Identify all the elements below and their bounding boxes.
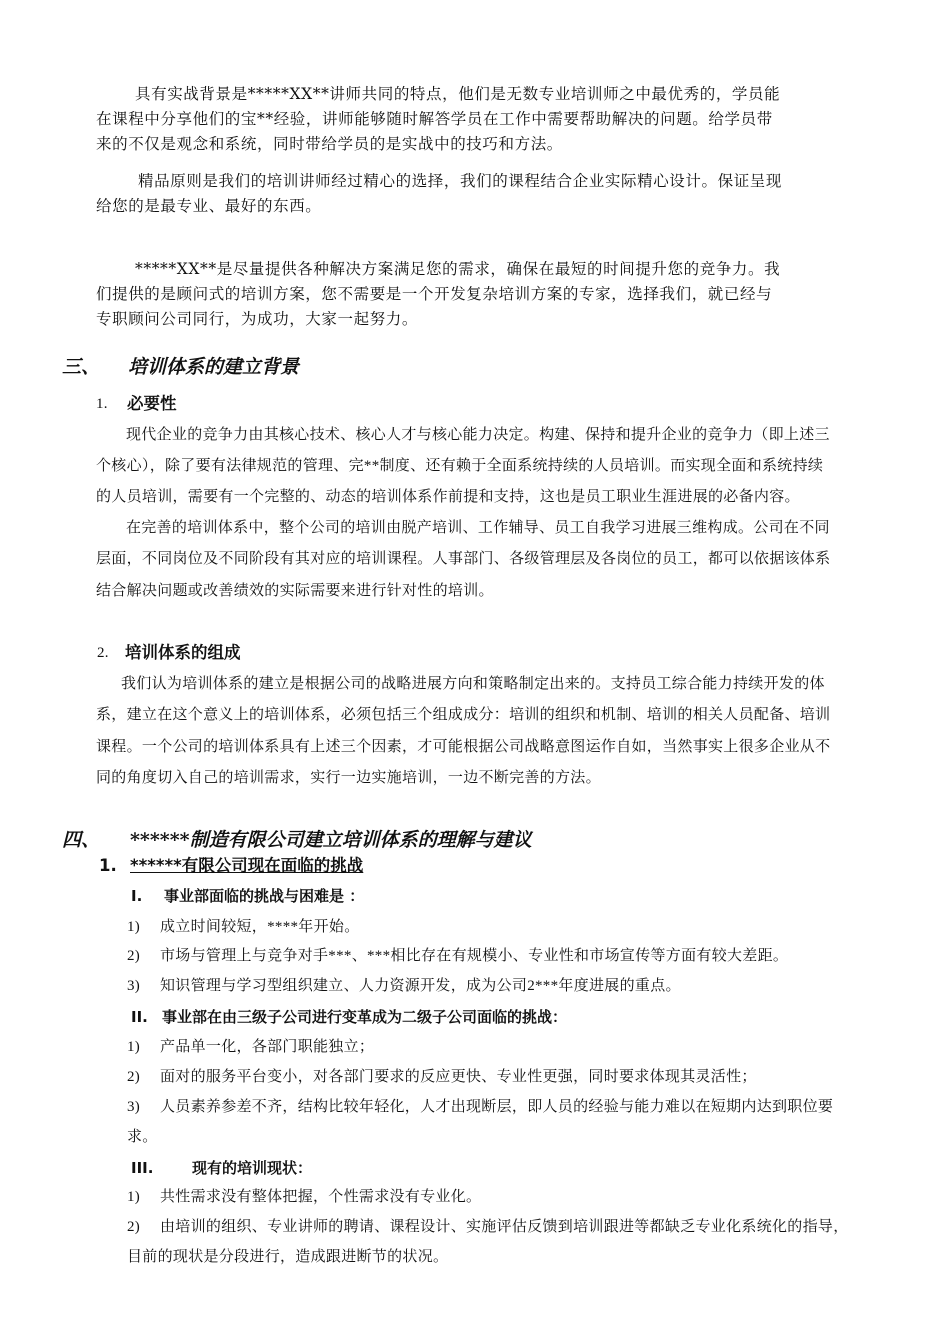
group-i-item-1-text: 成立时间较短，****年开始。 [160, 919, 360, 935]
group-iii-item-2-continuation: 目前的现状是分段进行，造成跟进断节的状况。 [127, 1249, 449, 1265]
intro-paragraph-1-line-1: 具有实战背景是*****XX**讲师共同的特点，他们是无数专业培训师之中最优秀的，学员能 [135, 85, 781, 103]
section-3-1-title: 必要性 [127, 394, 177, 413]
intro-paragraph-3-line-1: *****XX**是尽量提供各种解决方案满足您的需求，确保在最短的时间提升您的竞争力。我 [135, 260, 781, 278]
section-3-2-number: 2. [97, 645, 109, 661]
section-4-1-number: 1. [99, 856, 117, 875]
group-ii-item-2-text: 面对的服务平台变小，对各部门要求的反应更快、专业性更强，同时要求体现其灵活性； [160, 1069, 757, 1085]
group-iii-item-1-number: 1) [127, 1189, 141, 1205]
section-4-number: 四、 [62, 829, 101, 851]
group-ii-title: 事业部在由三级子公司进行变革成为二级子公司面临的挑战： [162, 1008, 568, 1026]
group-ii-item-3-text: 人员素养参差不齐，结构比较年轻化，人才出现断层，即人员的经验与能力难以在短期内达到职位要 [160, 1099, 834, 1115]
group-ii-item-3-number: 3) [127, 1099, 141, 1115]
group-iii-item-2-text: 由培训的组织、专业讲师的聘请、课程设计、实施评估反馈到培训跟进等都缺乏专业化系统化的指导， [160, 1219, 849, 1235]
intro-paragraph-2-line-2: 给您的是最专业、最好的东西。 [96, 197, 322, 215]
intro-paragraph-3-line-2: 们提供的是顾问式的培训方案，您不需要是一个开发复杂培训方案的专家，选择我们，就已经与 [96, 285, 773, 303]
section-3-2-title: 培训体系的组成 [125, 643, 241, 662]
intro-paragraph-2-line-1: 精品原则是我们的培训讲师经过精心的选择，我们的课程结合企业实际精心设计。保证呈现 [138, 172, 783, 190]
section-3-1-line-2: 个核心），除了要有法律规范的管理、完**制度、还有赖于全面系统持续的人员培训。而实现全面和系统持续 [96, 458, 824, 474]
group-iii-item-1-text: 共性需求没有整体把握，个性需求没有专业化。 [160, 1189, 482, 1205]
section-3-title: 培训体系的建立背景 [128, 356, 300, 378]
section-3-1-line-3: 的人员培训，需要有一个完整的、动态的培训体系作前提和支持，这也是员工职业生涯进展的必备内容。 [96, 489, 800, 505]
group-ii-item-1-number: 1) [127, 1039, 141, 1055]
intro-paragraph-1-line-3: 来的不仅是观念和系统，同时带给学员的是实战中的技巧和方法。 [96, 135, 563, 153]
section-3-number: 三、 [62, 356, 101, 378]
group-i-item-3-number: 3) [127, 978, 141, 994]
group-i-item-2-text: 市场与管理上与竞争对手***、***相比存在有规模小、专业性和市场宣传等方面有较大差距。 [160, 948, 789, 964]
group-iii-number: III. [131, 1159, 154, 1177]
group-i-number: I. [131, 887, 143, 905]
section-4-title: ******制造有限公司建立培训体系的理解与建议 [130, 829, 532, 851]
section-3-2-line-1: 我们认为培训体系的建立是根据公司的战略进展方向和策略制定出来的。支持员工综合能力持续开发的体 [121, 676, 825, 692]
section-3-2-line-4: 同的角度切入自己的培训需求，实行一边实施培训，一边不断完善的方法。 [96, 770, 601, 786]
section-3-2-line-3: 课程。一个公司的培训体系具有上述三个因素，才可能根据公司战略意图运作自如，当然事实上很多企业从不 [96, 739, 831, 755]
group-i-title: 事业部面临的挑战与困难是 ： [164, 887, 365, 905]
group-ii-item-3-continuation: 求。 [127, 1129, 158, 1145]
section-3-1-line-1: 现代企业的竞争力由其核心技术、核心人才与核心能力决定。构建、保持和提升企业的竞争力（即上述三 [126, 427, 830, 443]
section-3-1-line-6: 结合解决问题或改善绩效的实际需要来进行针对性的培训。 [96, 583, 494, 599]
group-ii-item-1-text: 产品单一化，各部门职能独立； [160, 1039, 375, 1055]
group-i-item-1-number: 1) [127, 919, 141, 935]
group-ii-item-2-number: 2) [127, 1069, 141, 1085]
group-ii-number: II. [131, 1008, 148, 1026]
group-iii-title: 现有的培训现状： [192, 1159, 313, 1177]
section-4-1-title: ******有限公司现在面临的挑战 [130, 856, 364, 875]
section-3-1-line-4: 在完善的培训体系中，整个公司的培训由脱产培训、工作辅导、员工自我学习进展三维构成。公司在不同 [126, 520, 830, 536]
section-3-2-line-2: 系，建立在这个意义上的培训体系，必须包括三个组成成分：培训的组织和机制、培训的相关人员配备、培训 [96, 707, 831, 723]
intro-paragraph-1-line-2: 在课程中分享他们的宝**经验，讲师能够随时解答学员在工作中需要帮助解决的问题。给学员带 [96, 110, 773, 128]
group-i-item-2-number: 2) [127, 948, 141, 964]
section-3-1-number: 1. [96, 396, 108, 412]
group-i-item-3-text: 知识管理与学习型组织建立、人力资源开发，成为公司2***年度进展的重点。 [160, 978, 681, 994]
section-3-1-line-5: 层面，不同岗位及不同阶段有其对应的培训课程。人事部门、各级管理层及各岗位的员工，都可以依据该体系 [96, 551, 831, 567]
group-iii-item-2-number: 2) [127, 1219, 141, 1235]
intro-paragraph-3-line-3: 专职顾问公司同行，为成功，大家一起努力。 [96, 310, 419, 328]
